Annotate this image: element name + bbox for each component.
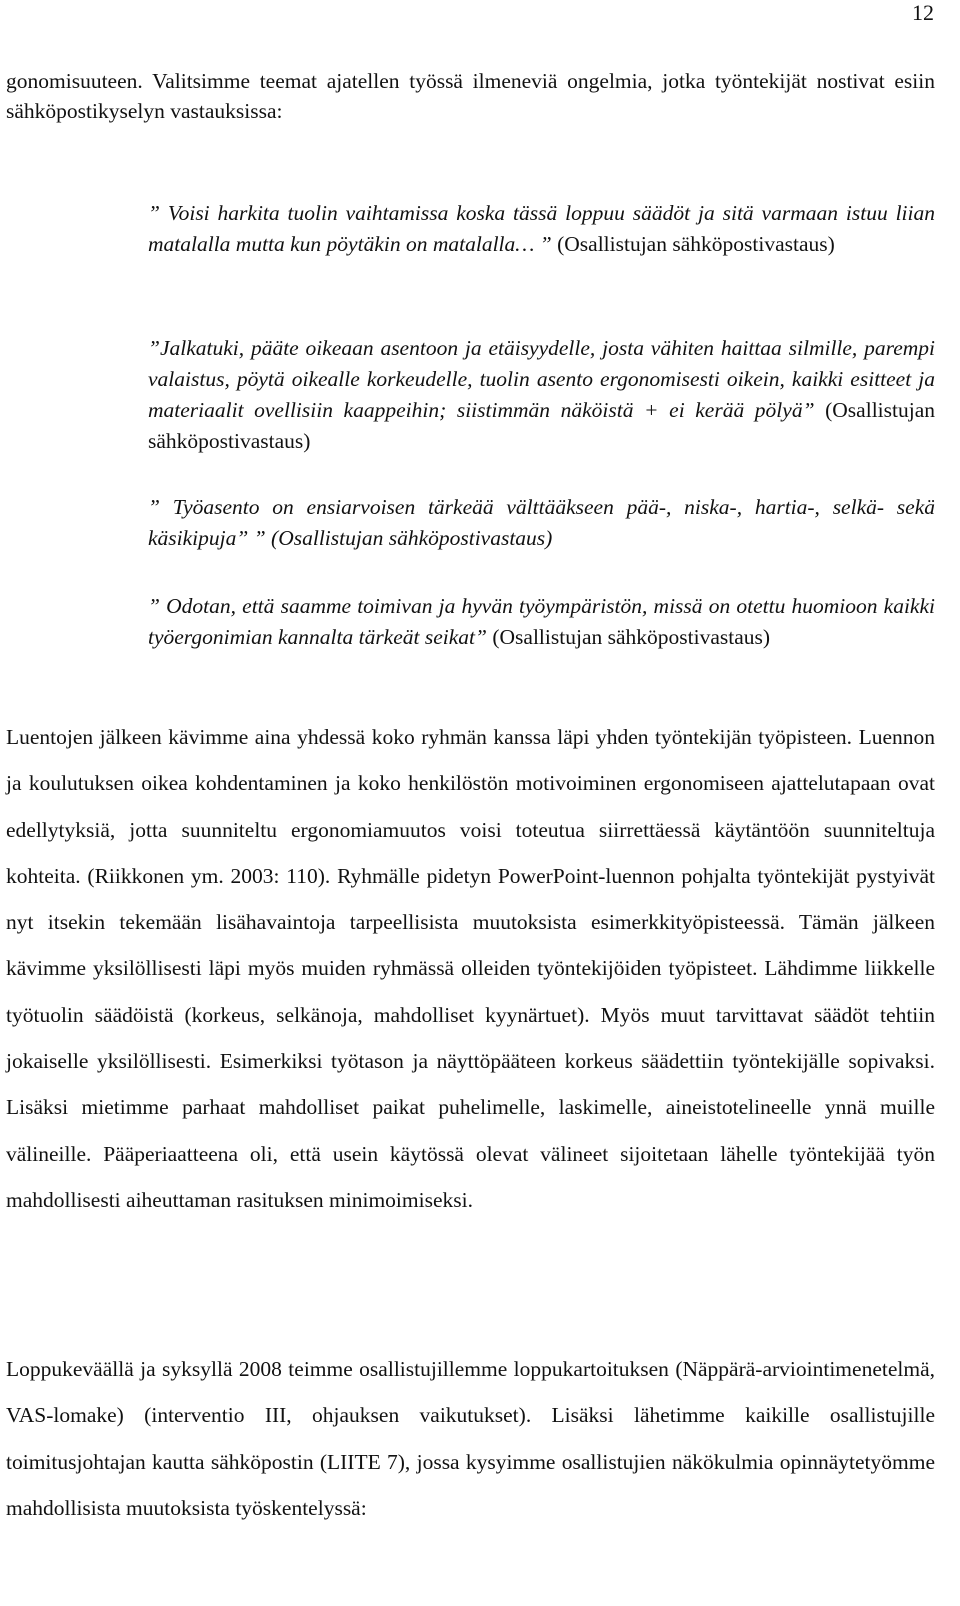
quote-1-text: ” Voisi harkita tuolin vaihtamissa koska tässä loppuu säädöt ja sitä varmaan istuu liian matalalla mutta kun pöytäkin on matalalla… ” [148,201,935,256]
quote-2-source: (Osallistujan sähköpostivastaus) [148,398,935,453]
quote-4 [148,591,935,653]
quote-2 [148,333,935,457]
quote-3-text: ” Työasento on ensiarvoisen tärkeää välttääkseen pää-, niska-, hartia-, selkä- sekä käsikipuja” ” (Osallistujan sähköpostivastaus) [148,495,935,550]
intro-paragraph: gonomisuuteen. Valitsimme teemat ajatellen työssä ilmeneviä ongelmia, jotka työntekijät nostivat esiin sähköpostikyselyn vastauksissa: [6,69,935,123]
page-number: 12 [912,0,934,25]
quote-2-text: ”Jalkatuki, pääte oikeaan asentoon ja etäisyydelle, josta vähiten haittaa silmille, parempi valaistus, pöytä oikealle korkeudelle, tuolin asento ergonomisesti oikein, kaikki esitteet ja materiaalit ovellisiin kaappeihin; siistimmän näköistä + ei kerää pölyä” [148,336,935,422]
quote-4-text: ” Odotan, että saamme toimivan ja hyvän työympäristön, missä on otettu huomioon kaikki työergonimian kannalta tärkeät seikat” [148,594,935,649]
quote-1-source: (Osallistujan sähköpostivastaus) [551,232,835,256]
quote-3 [148,492,935,554]
body-paragraph-1: Luentojen jälkeen kävimme aina yhdessä koko ryhmän kanssa läpi yhden työntekijän työpisteen. Luennon ja koulutuksen oikea kohdentaminen ja koko henkilöstön motivoiminen ergonomiseen ajattelutapaan ovat edellytyksiä, jotta suunniteltu ergonomiamuutos voisi toteutua siirrettäessä käytäntöön suunniteltuja kohteita. (Riikkonen ym. 2003: 110). Ryhmälle pidetyn PowerPoint-luennon pohjalta työntekijät pystyivät nyt itsekin tekemään lisähavaintoja tarpeellisista muutoksista esimerkkityöpisteessä. Tämän jälkeen kävimme yksilöllisesti läpi myös muiden ryhmässä olleiden työntekijöiden työpisteet. Lähdimme liikkelle työtuolin säädöistä (korkeus, selkänoja, mahdolliset kyynärtuet). Myös muut tarvittavat säädöt tehtiin jokaiselle yksilöllisesti. Esimerkiksi työtason ja näyttöpääteen korkeus säädettiin työntekijälle sopivaksi. Lisäksi mietimme parhaat mahdolliset paikat puhelimelle, laskimelle, aineistotelineelle ynnä muille välineille. Pääperiaatteena oli, että usein käytössä olevat välineet sijoitetaan lähelle työntekijää työn mahdollisesti aiheuttaman rasituksen minimoimiseksi. [6,725,935,1212]
body-paragraph-2: Loppukeväällä ja syksyllä 2008 teimme osallistujillemme loppukartoituksen (Näppärä-arviointimenetelmä, VAS-lomake) (interventio III, ohjauksen vaikutukset). Lisäksi lähetimme kaikille osallistujille toimitusjohtajan kautta sähköpostin (LIITE 7), jossa kysyimme osallistujien näkökulmia opinnäytetyömme mahdollisista muutoksista työskentelyssä: [6,1357,935,1520]
quote-4-source: (Osallistujan sähköpostivastaus) [486,625,771,649]
quote-1 [148,198,935,260]
